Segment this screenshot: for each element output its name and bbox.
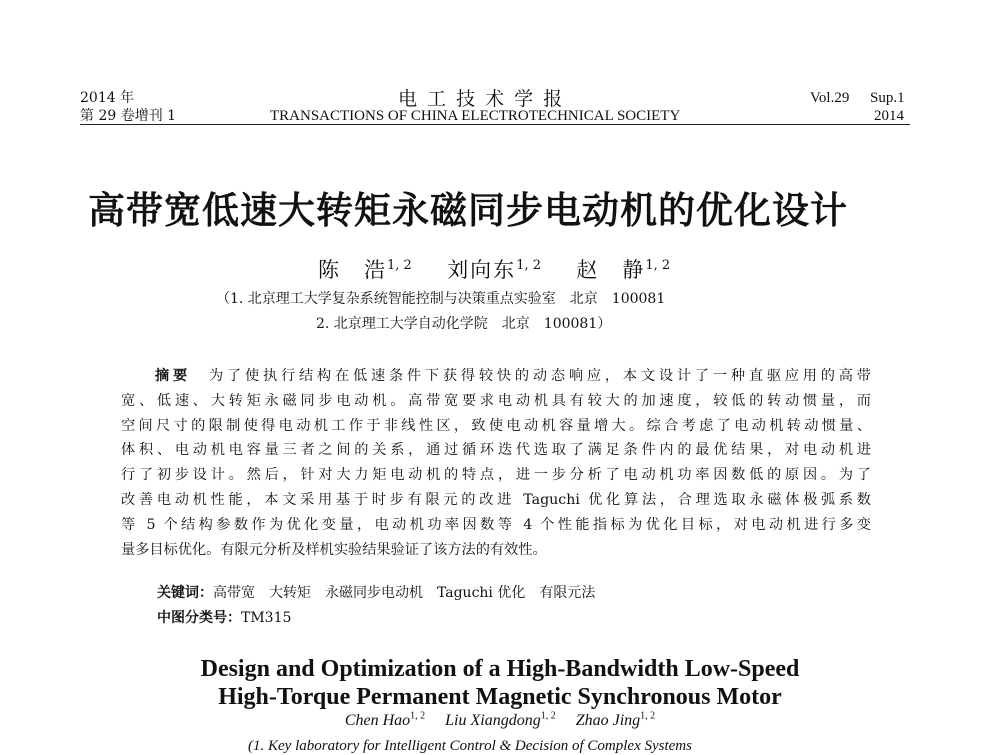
author-cn-3: 赵 静$^{1, 2}$ — [576, 258, 671, 282]
paper-title-cn: 高带宽低速大转矩永磁同步电动机的优化设计 — [88, 189, 848, 232]
abstract-label: 摘要 — [155, 368, 191, 384]
keywords-label: 关键词： — [157, 585, 213, 601]
author-en-2: Liu Xiangdong$^{1, 2}$ — [445, 711, 556, 730]
abstract — [121, 364, 871, 562]
journal-title-en: TRANSACTIONS OF CHINA ELECTROTECHNICAL SOCIETY — [270, 108, 681, 124]
author-en-3: Zhao Jing$^{1, 2}$ — [575, 711, 656, 730]
header-vol: Vol.29 — [810, 90, 850, 106]
authors-cn — [318, 254, 670, 284]
authors-en — [0, 711, 1000, 730]
abstract-line: 宽、低速、大转矩永磁同步电动机。高带宽要求电动机具有较大的加速度，较低的转动惯量，而 — [121, 392, 871, 409]
abstract-line: 量多目标优化。有限元分析及样机实验结果验证了该方法的有效性。 — [121, 541, 547, 558]
abstract-line: 等 5 个结构参数作为优化变量，电动机功率因数等 4 个性能指标为优化目标，对电动机进行多变 — [121, 516, 871, 533]
header-year-en: 2014 — [874, 108, 904, 124]
header-rule — [80, 124, 910, 125]
affiliation-cn-2: 2. 北京理工大学自动化学院 北京 100081） — [316, 316, 612, 332]
classification-value: TM315 — [241, 610, 292, 626]
author-cn-2: 刘向东$^{1, 2}$ — [447, 258, 541, 282]
classification-label: 中图分类号： — [157, 610, 241, 626]
classification — [157, 607, 291, 627]
paper-title-en-line-1: Design and Optimization of a High-Bandwidth Low-Speed — [200, 656, 800, 682]
abstract-line: 改善电动机性能，本文采用基于时步有限元的改进 Taguchi 优化算法，合理选取永磁体极弧系数 — [121, 491, 871, 508]
abstract-line: 空间尺寸的限制使得电动机工作于非线性区，致使电动机容量增大。综合考虑了电动机转动惯量、 — [121, 417, 871, 434]
header-year: 2014 年 — [80, 90, 135, 106]
author-cn-1: 陈 浩$^{1, 2}$ — [318, 258, 412, 282]
abstract-line: 摘要 为了使执行结构在低速条件下获得较快的动态响应，本文设计了一种直驱应用的高带 — [155, 368, 871, 384]
keywords — [157, 582, 595, 602]
abstract-line: 体积、电动机电容量三者之间的关系，通过循环迭代选取了满足条件内的最优结果，对电动机进 — [121, 442, 871, 459]
keywords-value: 高带宽 大转矩 永磁同步电动机 Taguchi 优化 有限元法 — [213, 585, 596, 601]
author-en-1: Chen Hao$^{1, 2}$ — [344, 711, 426, 730]
paper-title-en-line-2: High-Torque Permanent Magnetic Synchronous Motor — [218, 684, 782, 710]
header-sup: Sup.1 — [870, 90, 905, 106]
header-volume: 第 29 卷增刊 1 — [80, 108, 177, 124]
affiliation-cn-1: （1. 北京理工大学复杂系统智能控制与决策重点实验室 北京 100081 — [216, 291, 666, 307]
journal-title-cn: 电 工 技 术 学 报 — [398, 88, 565, 110]
abstract-line: 行了初步设计。然后，针对大力矩电动机的特点，进一步分析了电动机功率因数低的原因。为了 — [121, 467, 871, 484]
affiliation-en: (1. Key laboratory for Intelligent Control & Decision of Complex Systems — [248, 738, 692, 754]
